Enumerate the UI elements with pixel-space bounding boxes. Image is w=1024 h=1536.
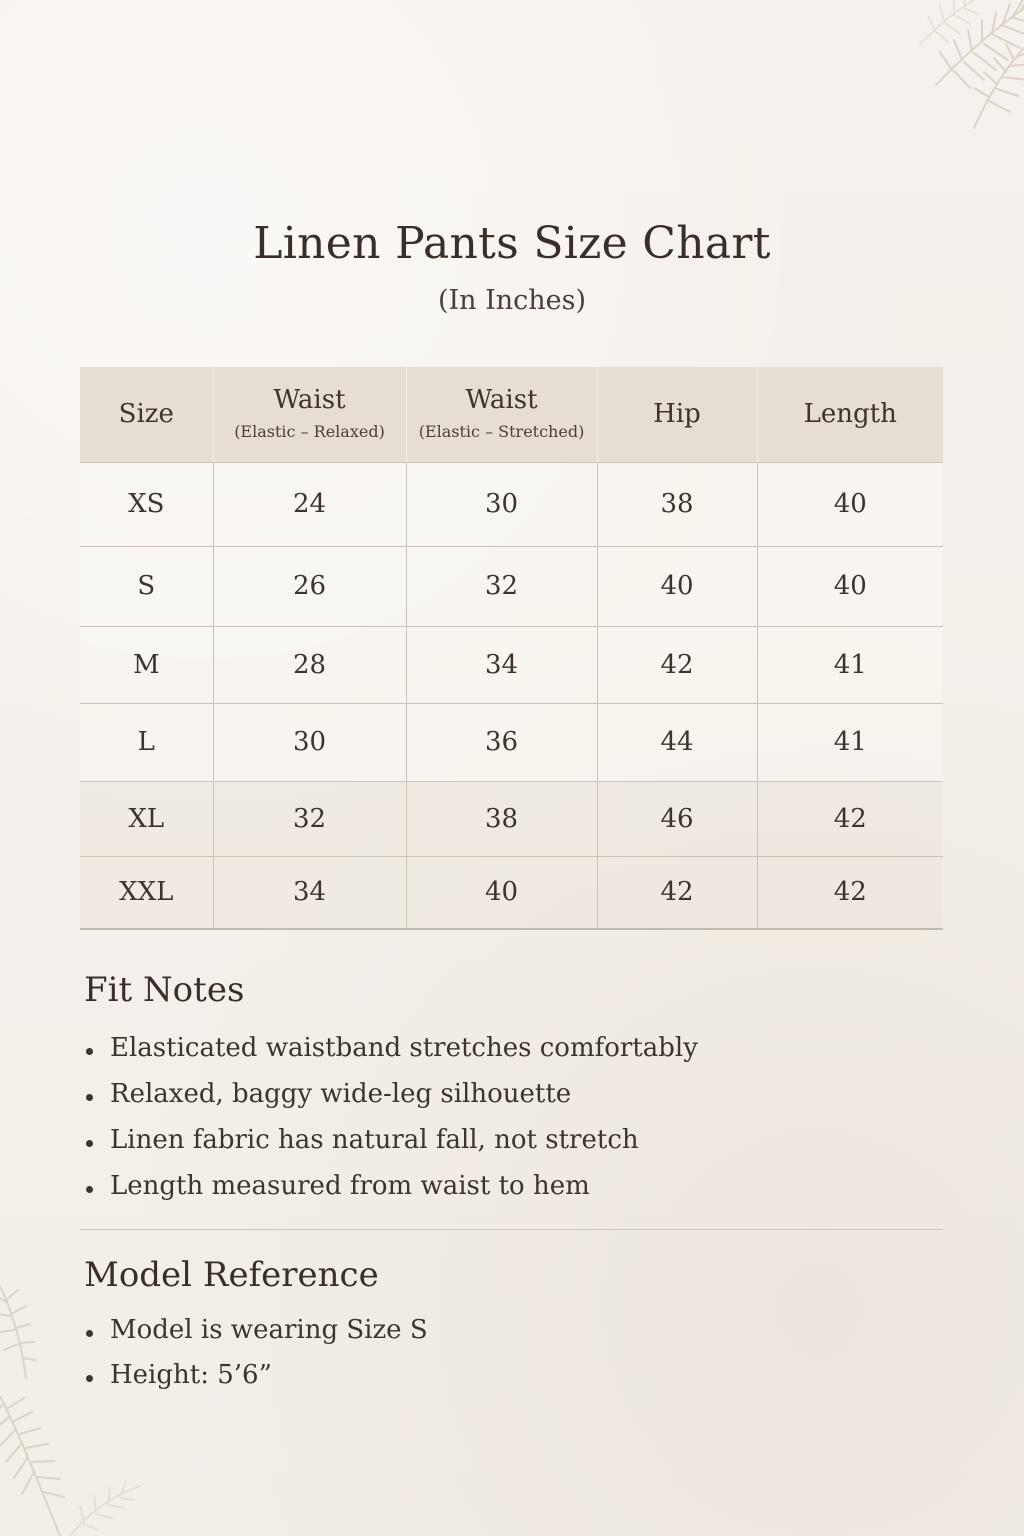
section-divider [80, 1229, 943, 1230]
hip-cell: 42 [597, 856, 757, 929]
table-row [80, 626, 943, 703]
header-label: Length [803, 399, 897, 430]
table-row [80, 462, 943, 546]
header-sublabel: (Elastic – Relaxed) [234, 422, 385, 442]
size-cell: S [80, 546, 213, 626]
length-cell: 42 [757, 781, 943, 856]
table-row [80, 546, 943, 626]
hip-cell: 44 [597, 703, 757, 781]
bullet-dot-icon [86, 1140, 93, 1147]
waist-stretched-cell: 34 [406, 626, 597, 703]
list-item-text: Length measured from waist to hem [110, 1171, 590, 1201]
length-cell: 40 [757, 462, 943, 546]
header-waist-relaxed [213, 367, 406, 462]
length-cell: 42 [757, 856, 943, 929]
table-row [80, 856, 943, 929]
header-hip [597, 367, 757, 462]
list-item-text: Model is wearing Size S [110, 1315, 428, 1345]
bullet-dot-icon [86, 1048, 93, 1055]
size-cell: L [80, 703, 213, 781]
hip-cell: 42 [597, 626, 757, 703]
header-label: Size [118, 399, 174, 430]
model-reference-heading: Model Reference [84, 1255, 379, 1295]
hip-cell: 46 [597, 781, 757, 856]
size-chart-table [80, 367, 943, 930]
length-cell: 41 [757, 626, 943, 703]
header-sublabel: (Elastic – Stretched) [418, 422, 585, 442]
list-item [86, 1074, 698, 1120]
table-row [80, 703, 943, 781]
size-cell: XXL [80, 856, 213, 929]
size-cell: XS [80, 462, 213, 546]
waist-stretched-cell: 40 [406, 856, 597, 929]
header-label: Hip [653, 399, 701, 430]
waist-relaxed-cell: 28 [213, 626, 406, 703]
header-label: Waist [465, 385, 538, 416]
list-item-text: Linen fabric has natural fall, not stretch [110, 1125, 639, 1155]
header-size [80, 367, 213, 462]
hip-cell: 40 [597, 546, 757, 626]
bullet-dot-icon [86, 1094, 93, 1101]
list-item [86, 1310, 428, 1355]
list-item-text: Relaxed, baggy wide-leg silhouette [110, 1079, 572, 1109]
waist-stretched-cell: 38 [406, 781, 597, 856]
header-label: Waist [273, 385, 346, 416]
length-cell: 41 [757, 703, 943, 781]
header-waist-stretched [406, 367, 597, 462]
waist-stretched-cell: 36 [406, 703, 597, 781]
waist-relaxed-cell: 32 [213, 781, 406, 856]
bullet-dot-icon [86, 1330, 93, 1337]
size-cell: XL [80, 781, 213, 856]
model-reference-list [86, 1310, 428, 1400]
table-header-row [80, 367, 943, 462]
list-item [86, 1028, 698, 1074]
fit-notes-list [86, 1028, 698, 1212]
waist-relaxed-cell: 30 [213, 703, 406, 781]
bullet-dot-icon [86, 1186, 93, 1193]
header-length [757, 367, 943, 462]
size-cell: M [80, 626, 213, 703]
page-title: Linen Pants Size Chart [253, 218, 771, 269]
page-subtitle: (In Inches) [437, 285, 587, 316]
fern-leaf-icon [824, 0, 1024, 130]
waist-relaxed-cell: 26 [213, 546, 406, 626]
list-item [86, 1120, 698, 1166]
waist-stretched-cell: 32 [406, 546, 597, 626]
waist-relaxed-cell: 34 [213, 856, 406, 929]
waist-stretched-cell: 30 [406, 462, 597, 546]
hip-cell: 38 [597, 462, 757, 546]
length-cell: 40 [757, 546, 943, 626]
waist-relaxed-cell: 24 [213, 462, 406, 546]
bullet-dot-icon [86, 1375, 93, 1382]
fit-notes-heading: Fit Notes [84, 970, 245, 1010]
list-item-text: Elasticated waistband stretches comfortably [110, 1033, 698, 1063]
list-item [86, 1166, 698, 1212]
list-item [86, 1355, 428, 1400]
table-row [80, 781, 943, 856]
list-item-text: Height: 5’6” [110, 1360, 272, 1390]
